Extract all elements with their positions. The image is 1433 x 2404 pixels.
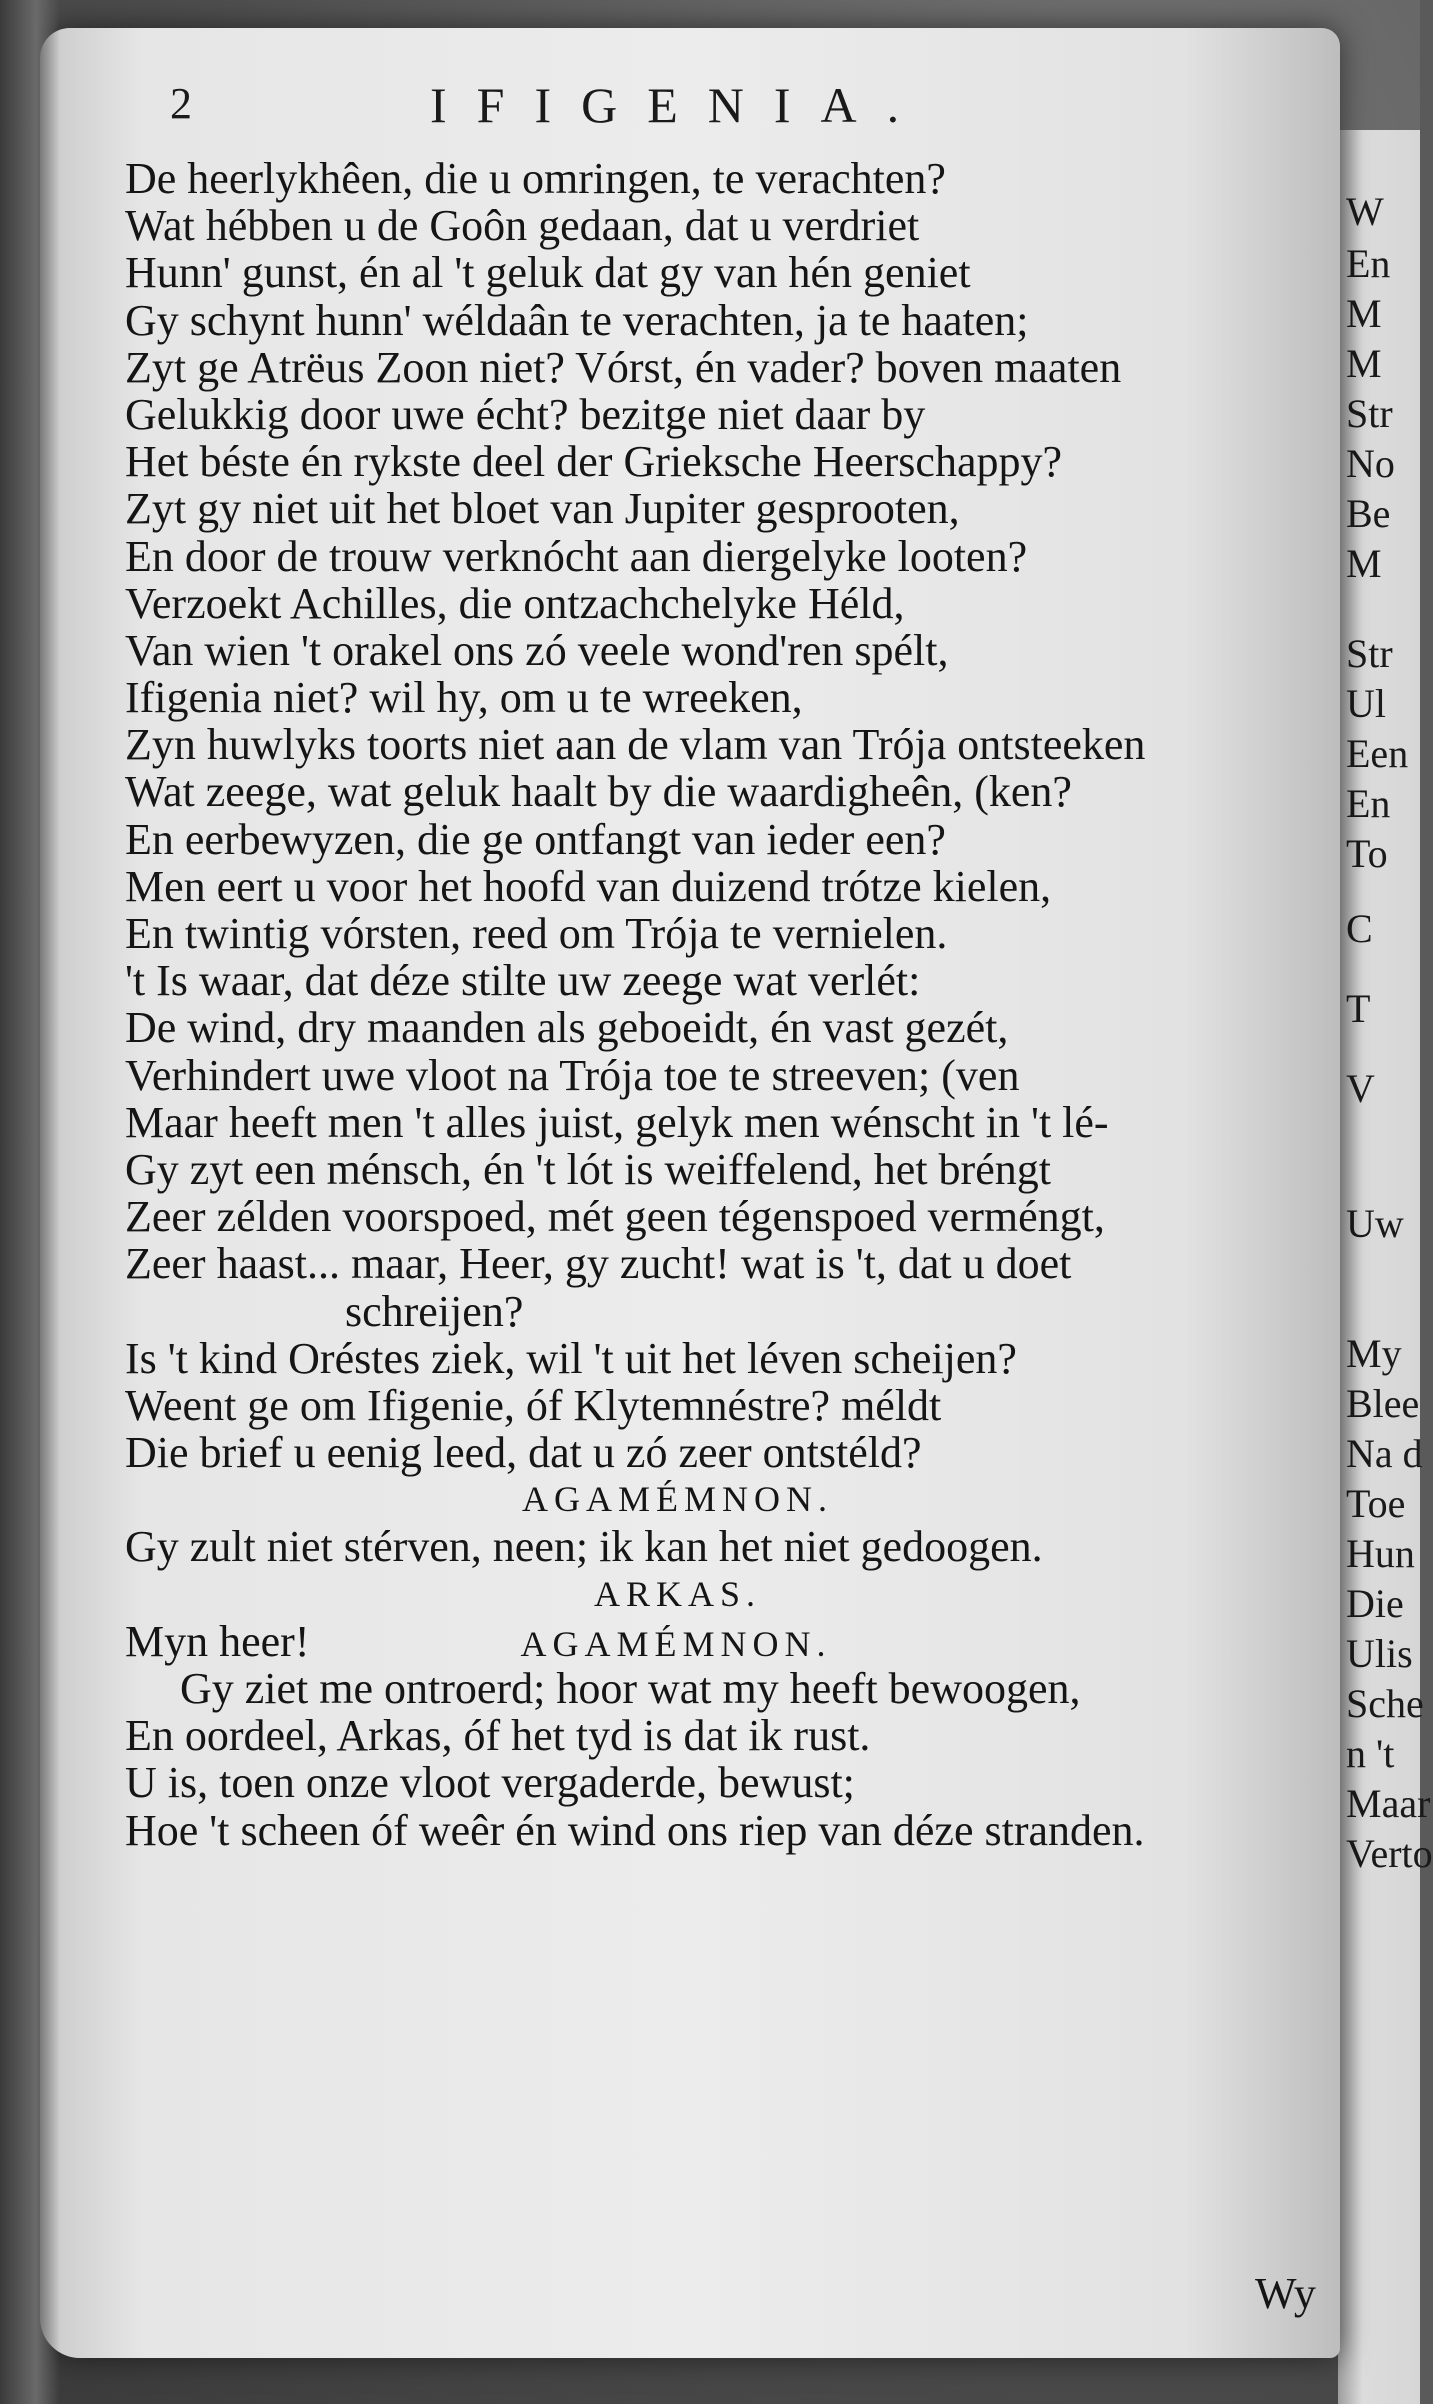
facing-fragment: Toe [1346,1481,1406,1526]
verse-line: Zyt ge Atrëus Zoon niet? Vórst, én vader? boven maaten [125,342,1122,392]
verse-line: Gy zyt een ménsch, én 't lót is weiffelend, het bréngt [125,1144,1051,1194]
verse-line: Gelukkig door uwe écht? bezitge niet daar by [125,389,926,439]
verse-line: Van wien 't orakel ons zó veele wond'ren spélt, [125,625,949,675]
facing-fragment: Verto [1346,1831,1433,1876]
verse-line: En eerbewyzen, die ge ontfangt van ieder een? [125,814,946,864]
verse-line: Zyt gy niet uit het bloet van Jupiter gesprooten, [125,484,960,534]
verse-line: Gy schynt hunn' wéldaân te verachten, ja te haaten; [125,295,1029,345]
facing-fragment: Maar [1346,1781,1431,1826]
verse-line: En oordeel, Arkas, óf het tyd is dat ik rust. [125,1711,871,1761]
verse-line: Hunn' gunst, én al 't geluk dat gy van hén geniet [125,248,971,298]
facing-fragment: C [1346,906,1373,951]
verse-line: 't Is waar, dat déze stilte uw zeege wat verlét: [125,956,921,1006]
verse-line: Die brief u eenig leed, dat u zó zeer ontstéld? [125,1428,922,1478]
facing-fragment: T [1346,986,1371,1031]
facing-fragment: Die [1346,1581,1404,1626]
verse-line: Wat zeege, wat geluk haalt by die waardigheên, (ken? [125,767,1072,817]
facing-fragment: Ulis [1346,1631,1413,1676]
verse-line: Het béste én rykste deel der Grieksche Heerschappy? [125,437,1063,487]
facing-fragment: To [1346,831,1388,876]
verse-line: Zyn huwlyks toorts niet aan de vlam van Trója ontsteeken [125,720,1146,770]
verse-line: Ifigenia niet? wil hy, om u te wreeken, [125,673,803,723]
facing-fragment: Blee [1346,1381,1420,1426]
facing-fragment: W [1346,189,1384,234]
facing-fragment: My [1346,1331,1402,1376]
catchword: Wy [1255,2269,1316,2318]
speaker-heading: ARKAS. [593,1573,762,1614]
facing-fragment: M [1346,291,1382,336]
facing-fragment: n 't [1346,1731,1395,1776]
book-binding-shadow [0,0,60,2404]
running-title: IFIGENIA. [430,77,930,133]
verse-line: En door de trouw verknócht aan diergelyke looten? [125,531,1028,581]
facing-fragment: M [1346,541,1382,586]
verse-line: Gy zult niet stérven, neen; ik kan het niet gedoogen. [125,1522,1043,1572]
facing-fragment: Hun [1346,1531,1415,1576]
verse-line-continuation: schreijen? [345,1286,524,1336]
page-number: 2 [170,79,192,128]
verse-line: Maar heeft men 't alles juist, gelyk men wénscht in 't lé- [125,1097,1109,1147]
verse-line: Weent ge om Ifigenie, óf Klytemnéstre? méldt [125,1380,942,1430]
facing-page-edge [1338,130,1433,2404]
verse-line: U is, toen onze vloot vergaderde, bewust; [125,1758,855,1808]
facing-fragment: V [1346,1066,1375,1111]
speaker-heading: AGAMÉMNON. [522,1479,833,1520]
verse-line: De heerlykhêen, die u omringen, te verachten? [125,154,946,203]
verse-line: Is 't kind Oréstes ziek, wil 't uit het léven scheijen? [125,1333,1017,1383]
facing-fragment: En [1346,781,1391,826]
facing-fragment: Be [1346,491,1391,536]
verse-line: De wind, dry maanden als geboeidt, én vast gezét, [125,1003,1009,1053]
verse-line: En twintig vórsten, reed om Trója te vernielen. [125,909,948,958]
facing-fragment: Sche [1346,1681,1424,1726]
verse-line: Wat hébben u de Goôn gedaan, dat u verdriet [125,201,920,251]
verse-line: Men eert u voor het hoofd van duizend trótze kielen, [125,861,1052,911]
arkas-speech: Myn heer! [125,1616,310,1666]
verse-line: Gy ziet me ontroerd; hoor wat my heeft bewoogen, [180,1664,1081,1713]
facing-fragment: M [1346,341,1382,386]
verse-line: Zeer zélden voorspoed, mét geen tégenspoed verméngt, [125,1192,1105,1242]
speaker-heading: AGAMÉMNON. [520,1623,832,1664]
verse-text [125,155,1350,1854]
verse-line [125,1618,1350,1665]
page-header [170,78,1170,148]
facing-fragment: Str [1346,391,1393,436]
facing-fragment: Uw [1346,1201,1404,1246]
facing-fragment: No [1346,441,1395,486]
facing-fragment: Een [1346,731,1409,776]
verse-line: Zeer haast... maar, Heer, gy zucht! wat is 't, dat u doet [125,1239,1072,1289]
facing-fragment: Str [1346,631,1393,676]
verse-line: Verzoekt Achilles, die ontzachchelyke Héld, [125,578,905,628]
facing-fragment: Ul [1346,681,1386,726]
facing-fragment: Na d [1346,1431,1423,1476]
verse-line: Verhindert uwe vloot na Trója toe te streeven; (ven [125,1050,1020,1100]
verse-line: Hoe 't scheen óf weêr én wind ons riep van déze stranden. [125,1805,1145,1855]
facing-fragment: En [1346,241,1391,286]
